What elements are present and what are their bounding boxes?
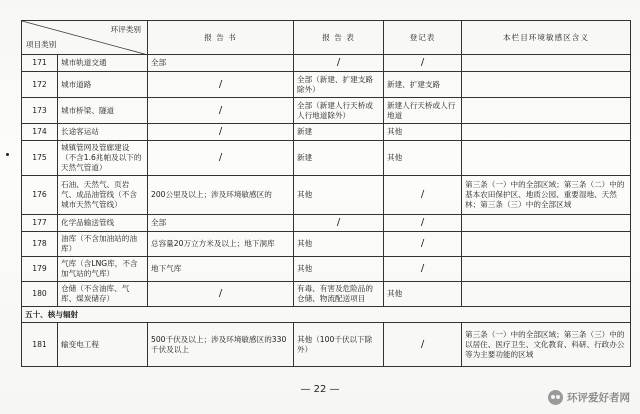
table-row (22, 323, 631, 367)
row-number: 180 (22, 282, 58, 307)
meaning-cell (462, 257, 631, 282)
report-cell: / (148, 282, 294, 307)
table-cell: 全部（新建、扩建支路除外） (294, 72, 384, 98)
meaning-cell (462, 282, 631, 307)
table-row (22, 55, 631, 72)
report-cell: 地下气库 (148, 257, 294, 282)
report-cell: 总容量20万立方米及以上；地下洞库 (148, 232, 294, 257)
report-cell: / (148, 72, 294, 98)
row-number: 174 (22, 124, 58, 141)
report-cell: 全部 (148, 55, 294, 72)
register-cell: / (384, 232, 462, 257)
register-cell: 其他 (384, 282, 462, 307)
register-cell: / (384, 55, 462, 72)
table-row (22, 98, 631, 124)
report-cell: / (148, 141, 294, 176)
report-cell: / (148, 98, 294, 124)
header-row (22, 21, 631, 55)
table-row (22, 215, 631, 232)
meaning-cell (462, 215, 631, 232)
project-name: 石油、天然气、页岩气、成品油管线（不含城市天然气管线） (58, 176, 148, 215)
meaning-cell (462, 55, 631, 72)
row-number: 172 (22, 72, 58, 98)
table-cell: 新建 (294, 141, 384, 176)
project-name: 仓储（不含油库、气库、煤炭储存） (58, 282, 148, 307)
table-row (22, 232, 631, 257)
table-cell: 其他（100千伏以下除外） (294, 323, 384, 367)
watermark (548, 390, 630, 405)
report-cell: / (148, 124, 294, 141)
project-name: 气库（含LNG库，不含加气站的气库） (58, 257, 148, 282)
table-cell: 其他 (294, 257, 384, 282)
header-meaning: 本栏目环境敏感区含义 (462, 21, 631, 55)
register-cell: 其他 (384, 124, 462, 141)
table-cell: 其他 (294, 232, 384, 257)
register-cell: 新建、扩建支路 (384, 72, 462, 98)
project-name: 城市轨道交通 (58, 55, 148, 72)
report-cell: 200公里及以上；涉及环境敏感区的 (148, 176, 294, 215)
project-name: 城市道路 (58, 72, 148, 98)
diagonal-header-cell (22, 21, 148, 55)
register-cell: 新建人行天桥或人行地道 (384, 98, 462, 124)
register-cell: / (384, 215, 462, 232)
project-name: 城市桥梁、隧道 (58, 98, 148, 124)
row-number: 179 (22, 257, 58, 282)
scan-dot (6, 153, 9, 156)
register-cell: 其他 (384, 141, 462, 176)
row-number: 171 (22, 55, 58, 72)
meaning-cell (462, 98, 631, 124)
header-report: 报 告 书 (148, 21, 294, 55)
register-cell: / (384, 176, 462, 215)
report-cell: 全部 (148, 215, 294, 232)
register-cell: / (384, 323, 462, 367)
watermark-text: 环评爱好者网 (567, 392, 630, 404)
header-category-label: 环评类别 (110, 25, 141, 34)
table-cell: 全部（新建人行天桥或人行地道除外） (294, 98, 384, 124)
meaning-cell (462, 72, 631, 98)
row-number: 178 (22, 232, 58, 257)
project-name: 输变电工程 (58, 323, 148, 367)
table-row (22, 141, 631, 176)
table-row (22, 176, 631, 215)
meaning-cell: 第三条（一）中的全部区域；第三条（二）中的基本农田保护区、地质公园、重要湿地、天然林；第三条（三）中的全部区域 (462, 176, 631, 215)
row-number: 175 (22, 141, 58, 176)
project-name: 长途客运站 (58, 124, 148, 141)
project-name: 化学品输送管线 (58, 215, 148, 232)
table-row (22, 257, 631, 282)
table-cell: / (294, 215, 384, 232)
meaning-cell: 第三条（一）中的全部区域；第三条（三）中的以居住、医疗卫生、文化教育、科研、行政办公等为主要功能的区域 (462, 323, 631, 367)
table-cell: 新建 (294, 124, 384, 141)
table-row (22, 124, 631, 141)
meaning-cell (462, 124, 631, 141)
register-cell: / (384, 257, 462, 282)
section-row (22, 307, 631, 323)
row-number: 181 (22, 323, 58, 367)
section-heading: 五十、核与辐射 (22, 307, 631, 323)
header-project-label: 项目类别 (26, 40, 57, 49)
table-cell: 有毒、有害及危险品的仓储、物流配送项目 (294, 282, 384, 307)
table-cell: / (294, 55, 384, 72)
row-number: 177 (22, 215, 58, 232)
eia-classification-table (21, 20, 631, 367)
row-number: 173 (22, 98, 58, 124)
header-table: 报 告 表 (294, 21, 384, 55)
meaning-cell (462, 232, 631, 257)
project-name: 油库（不含加油站的油库） (58, 232, 148, 257)
header-register: 登记表 (384, 21, 462, 55)
table-cell: 其他 (294, 176, 384, 215)
project-name: 城镇管网及管廊建设（不含1.6兆帕及以下的天然气管道） (58, 141, 148, 176)
table-row (22, 282, 631, 307)
page-number: — 22 — (300, 384, 340, 395)
wechat-logo-icon (548, 390, 563, 405)
report-cell: 500千伏及以上；涉及环境敏感区的330千伏及以上 (148, 323, 294, 367)
meaning-cell (462, 141, 631, 176)
row-number: 176 (22, 176, 58, 215)
table-row (22, 72, 631, 98)
